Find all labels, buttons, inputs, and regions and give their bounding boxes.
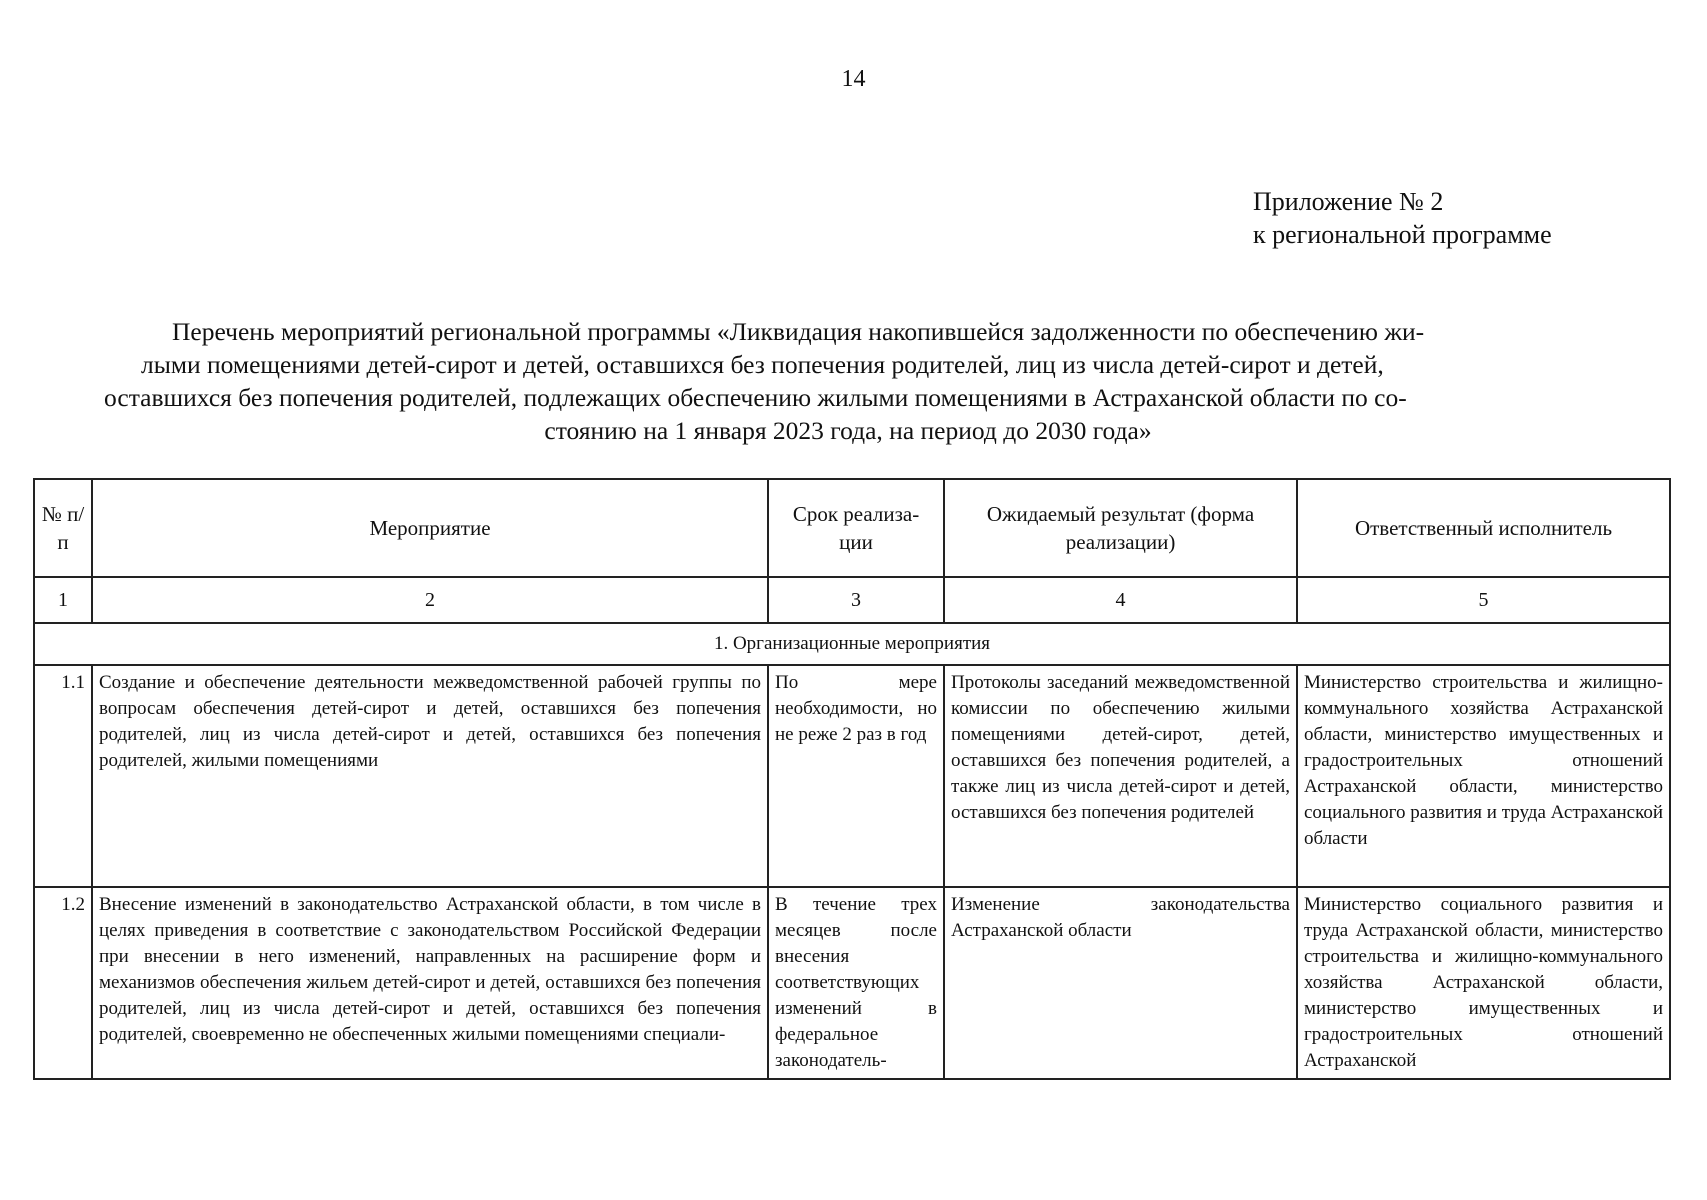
- title-line-2: лыми помещениями детей-сирот и детей, оставшихся без попечения родителей, лиц из числа детей-сирот и детей,: [141, 350, 1384, 379]
- row-deadline: В течение трех месяцев после внесения соответствующих изменений в федеральное законодатель-: [768, 887, 944, 1079]
- title-line-1: Перечень мероприятий региональной программы «Ликвидация накопившейся задолженности по обеспечению жи-: [172, 317, 1425, 346]
- header-measure: Мероприятие: [92, 479, 768, 577]
- column-number: 5: [1297, 577, 1670, 623]
- appendix-line-1: Приложение № 2: [1253, 187, 1444, 216]
- row-number: 1.2: [34, 887, 92, 1079]
- row-responsible: Министерство социального развития и труда Астраханской области, министерство строительства и жилищно-коммунального хозяйства Астраханской области, министерство имущественных и градостроительных отношений Астраханской: [1297, 887, 1670, 1079]
- page-number: 14: [841, 66, 866, 92]
- row-measure: Внесение изменений в законодательство Астраханской области, в том числе в целях приведения в соответствие с законодательством Российской Федерации при внесении в него изменений, направленных на расширение форм и механизмов обеспечения жильем детей-сирот и детей, оставшихся без попечения родителей, лиц из числа детей-сирот и детей, оставшихся без попечения родителей, своевременно не обеспеченных жилыми помещениями специали-: [92, 887, 768, 1079]
- appendix-line-2: к региональной программе: [1253, 220, 1552, 249]
- appendix-note: [1253, 185, 1552, 251]
- row-number: 1.1: [34, 665, 92, 887]
- row-deadline: По мере необходимости, но не реже 2 раз в год: [768, 665, 944, 887]
- row-measure: Создание и обеспечение деятельности межведомственной рабочей группы по вопросам обеспечения детей-сирот и детей, оставшихся без попечения родителей, лиц из числа детей-сирот и детей, оставшихся без попечения родителей, жилыми помещениями: [92, 665, 768, 887]
- title-line-4: стоянию на 1 января 2023 года, на период до 2030 года»: [544, 416, 1152, 445]
- section-title: 1. Организационные мероприятия: [34, 623, 1670, 665]
- section-row: [34, 623, 1670, 665]
- row-responsible: Министерство строительства и жилищно-коммунального хозяйства Астраханской области, министерство имущественных и градостроительных отношений Астраханской области, министерство социального развития и труда Астраханской области: [1297, 665, 1670, 887]
- column-number: 1: [34, 577, 92, 623]
- column-number: 2: [92, 577, 768, 623]
- header-result: Ожидаемый результат (форма реализации): [944, 479, 1297, 577]
- table-row: [34, 887, 1670, 1079]
- header-responsible: Ответственный исполнитель: [1297, 479, 1670, 577]
- table-header-row: [34, 479, 1670, 577]
- header-deadline: Срок реализа- ции: [768, 479, 944, 577]
- header-num: № п/п: [34, 479, 92, 577]
- column-number: 3: [768, 577, 944, 623]
- column-number: 4: [944, 577, 1297, 623]
- measures-table: [33, 478, 1671, 1080]
- document-title: [104, 315, 1592, 447]
- row-result: Изменение законодательства Астраханской области: [944, 887, 1297, 1079]
- table-row: [34, 665, 1670, 887]
- row-result: Протоколы заседаний межведомственной комиссии по обеспечению жилыми помещениями детей-сирот, детей, оставшихся без попечения родителей, а также лиц из числа детей-сирот и детей, оставшихся без попечения родителей: [944, 665, 1297, 887]
- column-numbers-row: [34, 577, 1670, 623]
- title-line-3: оставшихся без попечения родителей, подлежащих обеспечению жилыми помещениями в Астраханской области по со-: [104, 383, 1407, 412]
